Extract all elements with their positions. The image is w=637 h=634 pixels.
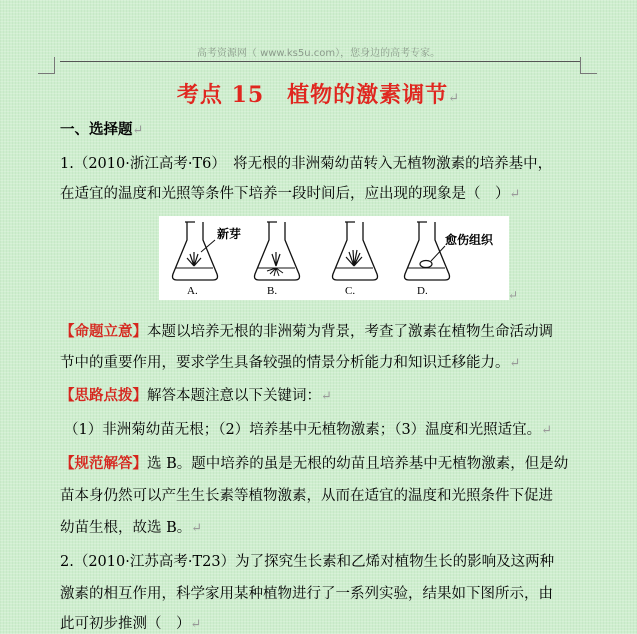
flask-d xyxy=(405,222,450,280)
section-heading-text: 一、选择题 xyxy=(60,121,133,138)
flask-figure xyxy=(159,216,509,300)
hint-tag: 【思路点拨】 xyxy=(60,387,147,404)
corner-mark-right xyxy=(580,57,597,74)
intent-line-2 xyxy=(60,351,520,372)
intent-tag: 【命题立意】 xyxy=(60,323,147,340)
q1-line-2 xyxy=(60,182,520,203)
answer-line-3 xyxy=(60,516,202,537)
answer-line-2: 苗本身仍然可以产生生长素等植物激素，从而在适宜的温度和光照条件下促进 xyxy=(60,488,553,504)
keywords-line xyxy=(64,418,552,439)
flask-c xyxy=(333,222,378,280)
paragraph-mark: ↵ xyxy=(509,187,521,202)
q1-line-1: 1.（2010·浙江高考·T6） 将无根的非洲菊幼苗转入无植物激素的培养基中， xyxy=(60,156,553,172)
page-header: 高考资源网（ www.ks5u.com），您身边的高考专家。 xyxy=(196,48,441,59)
keywords-text: （1）非洲菊幼苗无根；（2）培养基中无植物激素；（3）温度和光照适宜。 xyxy=(64,422,542,438)
flask-a xyxy=(173,222,218,280)
paragraph-mark: ↵ xyxy=(190,617,202,632)
paragraph-mark: ↵ xyxy=(509,356,521,371)
q2-line-1: 2.（2010·江苏高考·T23）为了探究生长素和乙烯对植物生长的影响及这两种 xyxy=(60,554,555,570)
annotation-new-bud: 新芽 xyxy=(217,227,242,241)
intent-line-1 xyxy=(60,320,553,341)
figure-label-b: B. xyxy=(267,285,278,297)
answer-tag: 【规范解答】 xyxy=(60,455,147,472)
hint-line xyxy=(60,384,332,405)
answer-text-1: 选 B。题中培养的虽是无根的幼苗且培养基中无植物激素，但是幼 xyxy=(147,456,569,472)
paragraph-mark: ↵ xyxy=(541,423,553,438)
answer-line-1 xyxy=(60,452,568,473)
annotation-callus: 愈伤组织 xyxy=(445,233,494,247)
paragraph-mark: ↵ xyxy=(191,521,203,536)
flask-figure-svg xyxy=(159,216,509,300)
paragraph-mark: ↵ xyxy=(132,123,144,138)
q2-line-3-text: 此可初步推测（ ） xyxy=(60,616,191,632)
q2-line-2: 激素的相互作用，科学家用某种植物进行了一系列实验，结果如下图所示，由 xyxy=(60,586,553,602)
paragraph-mark: ↵ xyxy=(321,389,332,404)
figure-label-c: C. xyxy=(345,285,356,297)
q2-line-3 xyxy=(60,612,201,633)
page-title xyxy=(0,78,637,109)
flask-b xyxy=(255,222,300,280)
q1-line-2-text: 在适宜的温度和光照等条件下培养一段时间后，应出现的现象是（ ） xyxy=(60,186,510,202)
hint-text: 解答本题注意以下关键词： xyxy=(147,388,321,404)
figure-label-a: A. xyxy=(187,285,198,297)
header-rule xyxy=(60,61,580,62)
intent-text-2: 节中的重要作用，要求学生具备较强的情景分析能力和知识迁移能力。 xyxy=(60,355,510,371)
figure-label-d: D. xyxy=(417,285,428,297)
answer-text-3: 幼苗生根，故选 B。 xyxy=(60,520,192,536)
paragraph-mark: ↵ xyxy=(448,91,461,106)
section-heading xyxy=(60,118,143,139)
figure-paragraph-mark: ↵ xyxy=(508,288,519,302)
title-text: 考点 15 植物的激素调节 xyxy=(176,82,449,108)
intent-text-1: 本题以培养无根的非洲菊为背景，考查了激素在植物生命活动调 xyxy=(147,324,553,340)
corner-mark-left xyxy=(38,57,55,74)
